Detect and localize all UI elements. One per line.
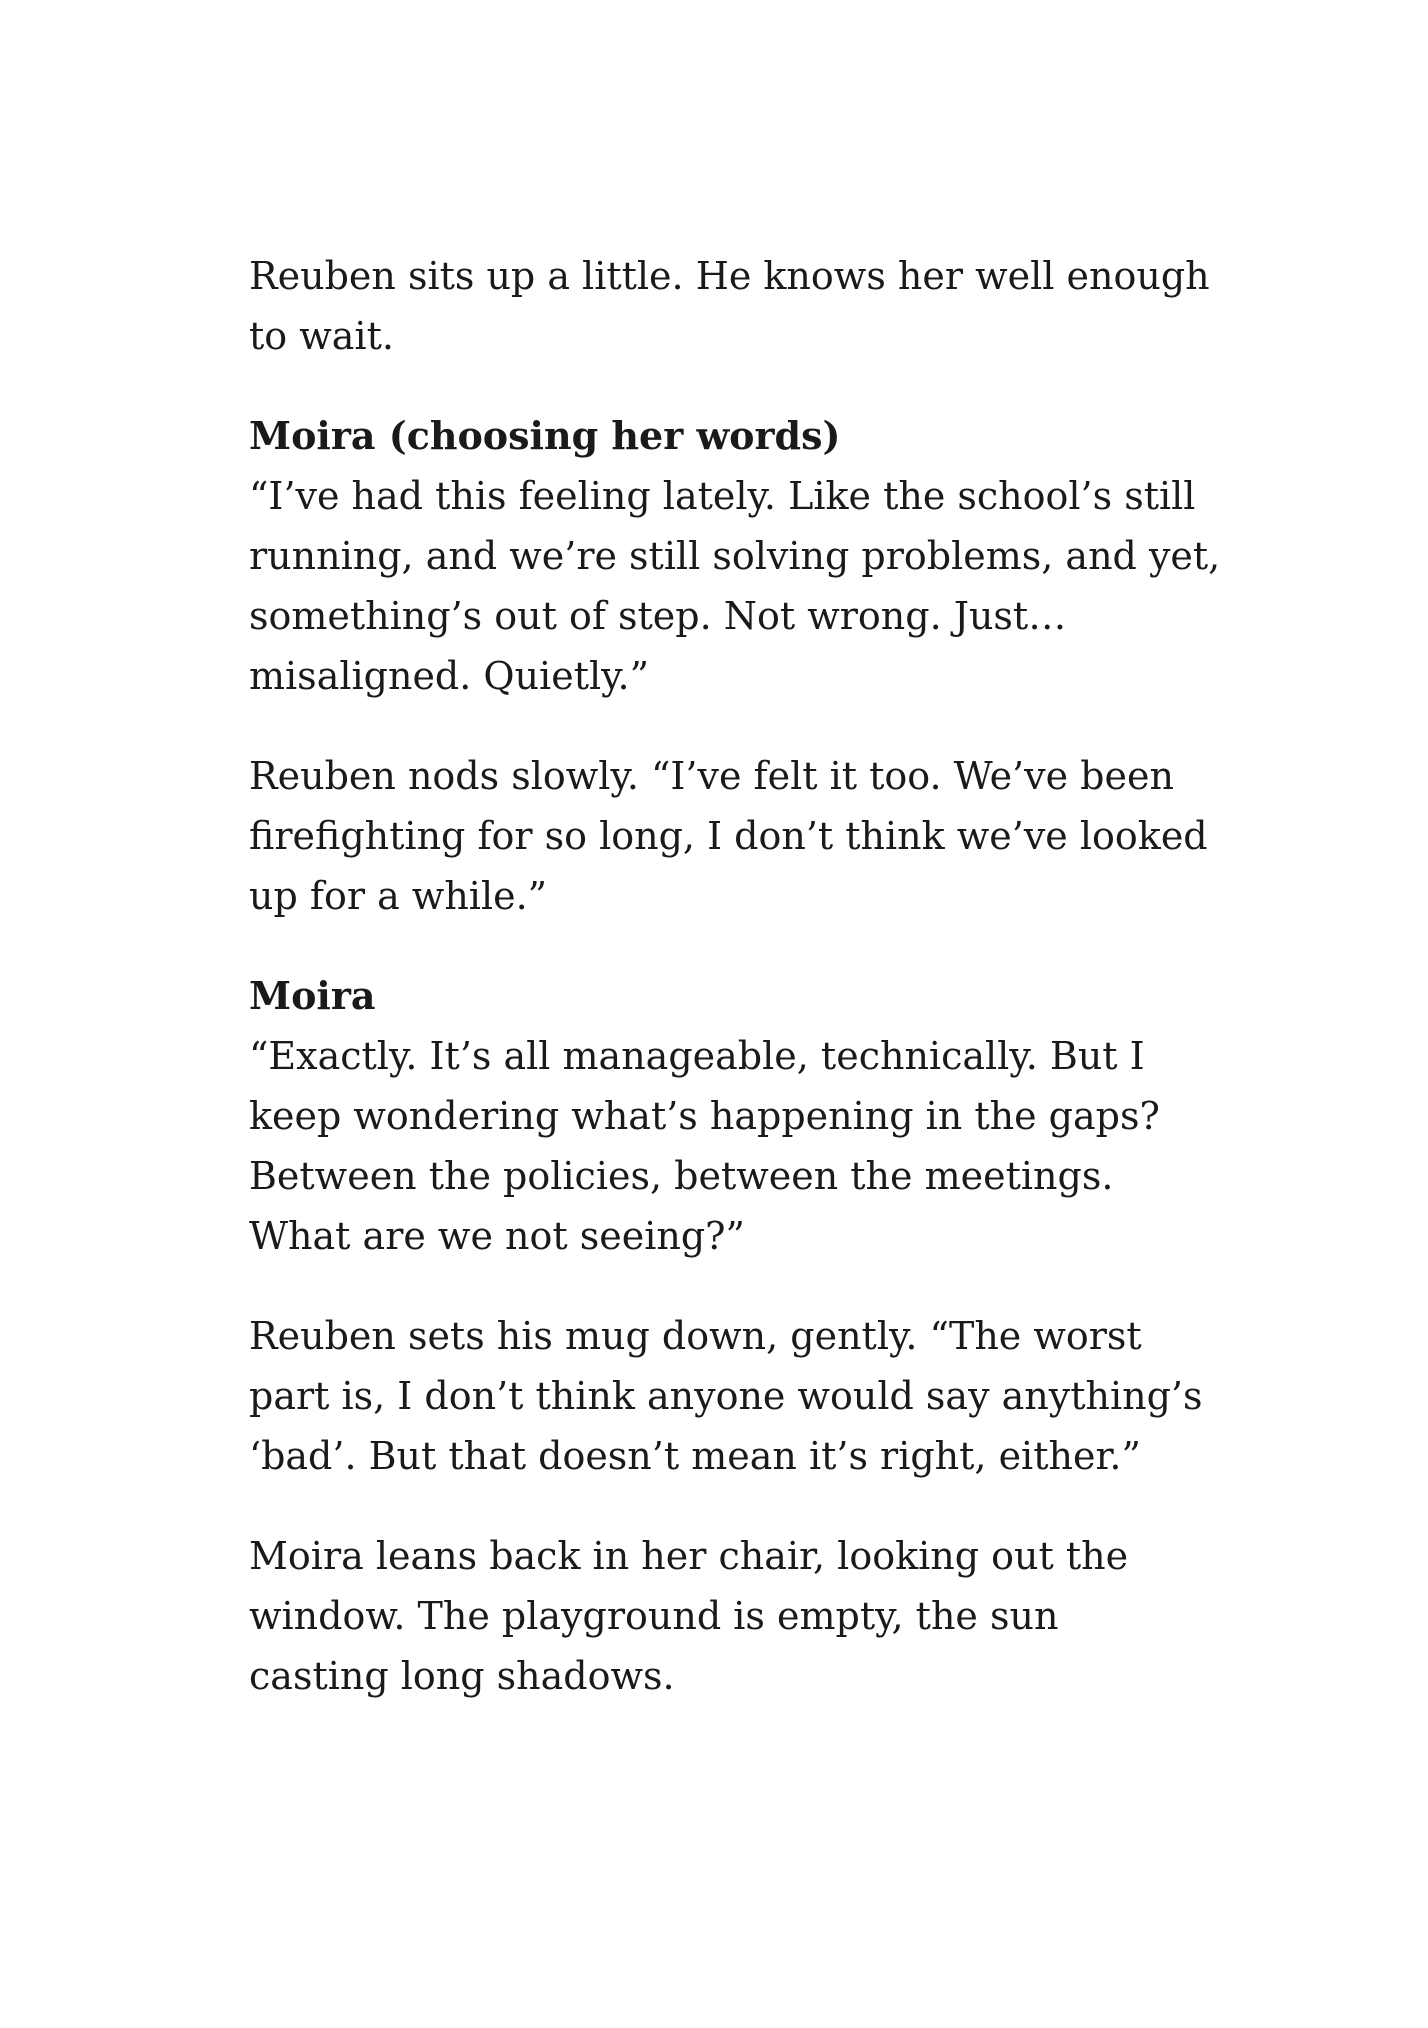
text-line: keep wondering what’s happening in the gaps? <box>249 1094 1160 1138</box>
text-line: Between the policies, between the meetings. <box>249 1154 1114 1198</box>
narration-paragraph <box>249 746 1209 926</box>
narration-paragraph <box>249 1306 1209 1486</box>
text-line: misaligned. Quietly.” <box>249 654 650 698</box>
dialogue-paragraph <box>249 406 1221 706</box>
script-text <box>249 246 1221 1746</box>
text-line: Reuben sits up a little. He knows her well enough <box>249 254 1210 298</box>
speaker-name: Moira (choosing her words) <box>249 413 841 458</box>
text-line: ‘bad’. But that doesn’t mean it’s right, either.” <box>249 1434 1141 1478</box>
text-line: Moira leans back in her chair, looking out the <box>249 1534 1129 1578</box>
text-line: up for a while.” <box>249 874 548 918</box>
text-line: “Exactly. It’s all manageable, technically. But I <box>249 1034 1145 1078</box>
narration-paragraph <box>249 1526 1209 1706</box>
text-line: firefighting for so long, I don’t think we’ve looked <box>249 814 1208 858</box>
text-line: to wait. <box>249 314 394 358</box>
text-line: Reuben sets his mug down, gently. “The worst <box>249 1314 1142 1358</box>
narration-paragraph <box>249 246 1209 366</box>
speaker-name: Moira <box>249 973 376 1018</box>
dialogue-paragraph <box>249 966 1209 1266</box>
text-line: something’s out of step. Not wrong. Just… <box>249 594 1067 638</box>
text-line: window. The playground is empty, the sun <box>249 1594 1059 1638</box>
text-line: Reuben nods slowly. “I’ve felt it too. We’ve been <box>249 754 1174 798</box>
text-line: part is, I don’t think anyone would say anything’s <box>249 1374 1203 1418</box>
text-line: casting long shadows. <box>249 1654 675 1698</box>
text-line: “I’ve had this feeling lately. Like the school’s still <box>249 474 1196 518</box>
text-line: What are we not seeing?” <box>249 1214 745 1258</box>
text-line: running, and we’re still solving problems, and yet, <box>249 534 1221 578</box>
